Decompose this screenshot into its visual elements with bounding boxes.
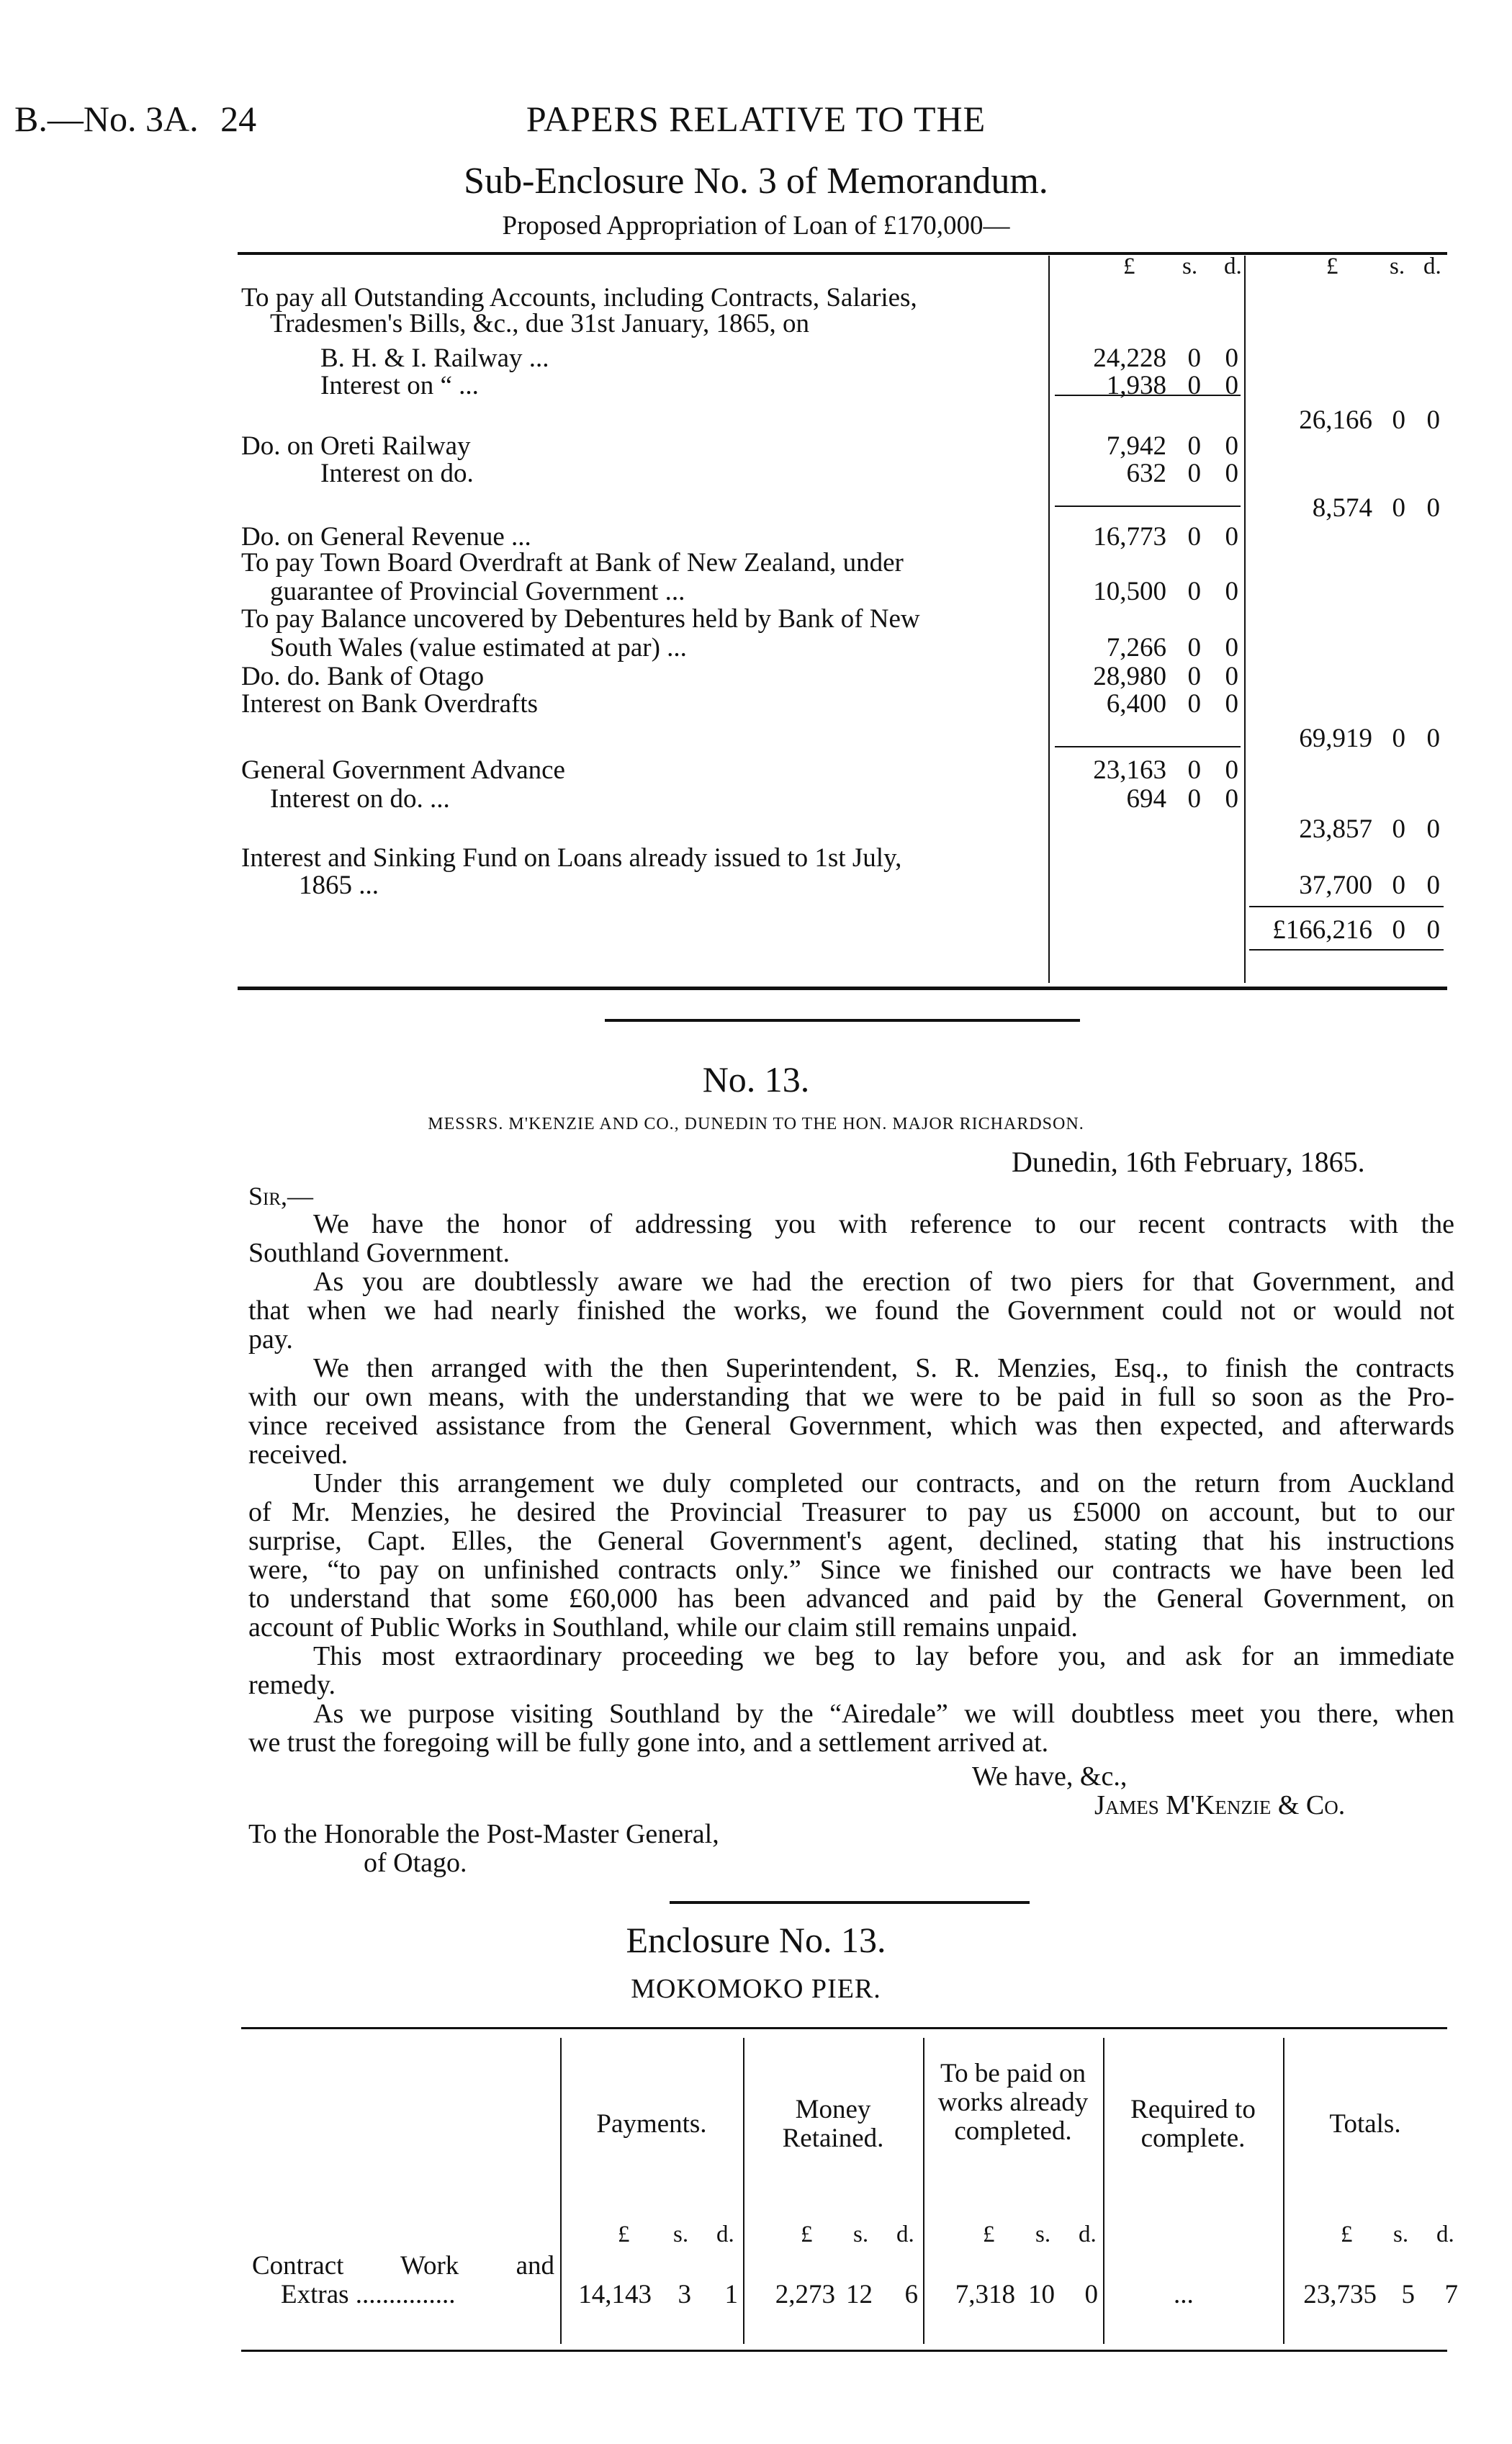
pier-col-divider xyxy=(1103,2038,1104,2344)
letter-line: Southland Government. xyxy=(248,1238,510,1268)
addressee-line-1: To the Honorable the Post-Master General, xyxy=(248,1819,719,1849)
amount-pence: 0 xyxy=(1225,689,1238,719)
col-header-pound: £ xyxy=(1123,253,1135,279)
pier-to_be_paid-pence: 0 xyxy=(1084,2280,1098,2309)
pier-row-label-2: Extras ............... xyxy=(281,2280,456,2309)
total-shillings: 0 xyxy=(1392,915,1405,945)
amount-pence: 0 xyxy=(1225,784,1238,814)
letter-line: vince received assistance from the General Government, which was then expected, and afterwards xyxy=(248,1411,1454,1441)
grand-total-rule-top xyxy=(1249,906,1444,907)
pier-col-divider xyxy=(923,2038,924,2344)
letter-line: remedy. xyxy=(248,1670,336,1700)
col-header-shillings: s. xyxy=(1182,253,1198,279)
pier-totals-pence: 7 xyxy=(1444,2280,1458,2309)
pier-row-label-1: Contract Work and xyxy=(252,2251,554,2281)
amount-pence: 0 xyxy=(1225,431,1238,461)
pier-totals-pounds: 23,735 xyxy=(1303,2280,1377,2309)
letter-subtitle: MESSRS. M'KENZIE AND CO., DUNEDIN TO THE HON. MAJOR RICHARDSON. xyxy=(428,1115,1084,1133)
pier-header-0: Payments. xyxy=(596,2109,707,2139)
letter-line: As we purpose visiting Southland by the “Airedale” we will doubtless meet you there, when xyxy=(313,1699,1454,1729)
pier-col-divider xyxy=(1283,2038,1284,2344)
letter-salutation: Sir,— xyxy=(248,1182,314,1210)
amount-pence: 0 xyxy=(1225,662,1238,691)
pier-payments-shillings: 3 xyxy=(678,2280,691,2309)
col-divider-1 xyxy=(1048,256,1050,983)
pier-col-divider xyxy=(560,2038,562,2344)
addressee-line-2: of Otago. xyxy=(364,1848,467,1878)
total-pounds: 26,166 xyxy=(1299,405,1372,435)
pier-header-4: Totals. xyxy=(1329,2109,1401,2139)
unit-pence: d. xyxy=(716,2221,734,2247)
appropriation-row-label: B. H. & I. Railway ... xyxy=(320,343,549,373)
pier-table-bottom-rule xyxy=(241,2350,1447,2352)
unit-pence: d. xyxy=(896,2221,914,2247)
pier-totals-shillings: 5 xyxy=(1401,2280,1415,2309)
unit-pound: £ xyxy=(1341,2221,1353,2247)
letter-dateline: Dunedin, 16th February, 1865. xyxy=(1012,1146,1365,1178)
amount-pounds: 632 xyxy=(1126,459,1166,488)
amount-shillings: 0 xyxy=(1187,459,1201,488)
amount-pounds: 694 xyxy=(1126,784,1166,814)
appropriation-row-label: To pay Town Board Overdraft at Bank of New Zealand, under xyxy=(241,548,904,578)
letter-line: Under this arrangement we duly completed our contracts, and on the return from Auckland xyxy=(313,1468,1454,1499)
appropriation-row-label: Do. on Oreti Railway xyxy=(241,431,471,461)
appropriation-row-label: 1865 ... xyxy=(299,871,379,900)
appropriation-row-label: Do. on General Revenue ... xyxy=(241,522,531,552)
amount-shillings: 0 xyxy=(1187,662,1201,691)
top-rule xyxy=(238,252,1447,255)
amount-pence: 0 xyxy=(1225,755,1238,785)
col-header-shillings-total: s. xyxy=(1390,253,1405,279)
pier-header-2: To be paid on works already completed. xyxy=(937,2059,1089,2146)
appropriation-row-label: guarantee of Provincial Government ... xyxy=(270,577,685,606)
amount-shillings: 0 xyxy=(1187,577,1201,606)
amount-shillings: 0 xyxy=(1187,431,1201,461)
table-bottom-rule xyxy=(238,987,1447,990)
total-pence: 0 xyxy=(1426,724,1440,753)
pier-to_be_paid-pounds: 7,318 xyxy=(955,2280,1015,2309)
pier-header-1: Money Retained. xyxy=(782,2095,884,2153)
amount-pounds: 16,773 xyxy=(1093,522,1166,552)
letter-line: account of Public Works in Southland, while our claim still remains unpaid. xyxy=(248,1612,1078,1643)
letter-signature: James M'Kenzie & Co. xyxy=(1094,1790,1346,1820)
grand-total-pounds: £166,216 xyxy=(1272,915,1372,945)
letter-line: We have the honor of addressing you with reference to our recent contracts with the xyxy=(313,1209,1454,1239)
pier-retained-pence: 6 xyxy=(904,2280,918,2309)
subtotal-rule xyxy=(1055,746,1241,747)
amount-shillings: 0 xyxy=(1187,371,1201,400)
pier-to_be_paid-shillings: 10 xyxy=(1028,2280,1055,2309)
unit-pence: d. xyxy=(1079,2221,1097,2247)
total-pence: 0 xyxy=(1426,814,1440,844)
unit-pence: d. xyxy=(1436,2221,1454,2247)
unit-shillings: s. xyxy=(673,2221,689,2247)
pier-payments-pence: 1 xyxy=(724,2280,738,2309)
appropriation-row-label: Interest on do. xyxy=(320,459,474,488)
amount-pence: 0 xyxy=(1225,343,1238,373)
appropriation-row-label: To pay Balance uncovered by Debentures held by Bank of New xyxy=(241,604,920,634)
total-pounds: 23,857 xyxy=(1299,814,1372,844)
amount-pounds: 6,400 xyxy=(1106,689,1166,719)
appropriation-row-label: Interest on Bank Overdrafts xyxy=(241,689,539,719)
appropriation-row-label: Interest on do. ... xyxy=(270,784,450,814)
amount-pence: 0 xyxy=(1225,633,1238,662)
amount-pounds: 1,938 xyxy=(1106,371,1166,400)
total-pence: 0 xyxy=(1426,405,1440,435)
total-shillings: 0 xyxy=(1392,871,1405,900)
pier-retained-shillings: 12 xyxy=(846,2280,873,2309)
total-pence: 0 xyxy=(1426,871,1440,900)
amount-shillings: 0 xyxy=(1187,755,1201,785)
appropriation-row-label: Tradesmen's Bills, &c., due 31st January, 1865, on xyxy=(270,309,810,338)
pier-required-value: ... xyxy=(1174,2280,1194,2309)
letter-closing: We have, &c., xyxy=(972,1761,1128,1792)
unit-shillings: s. xyxy=(853,2221,869,2247)
appropriation-row-label: General Government Advance xyxy=(241,755,565,785)
enclosure-subtitle: MOKOMOKO PIER. xyxy=(631,1974,881,2004)
total-pence: 0 xyxy=(1426,915,1440,945)
pier-payments-pounds: 14,143 xyxy=(578,2280,652,2309)
pier-retained-pounds: 2,273 xyxy=(775,2280,835,2309)
amount-pounds: 7,942 xyxy=(1106,431,1166,461)
pier-header-3: Required to complete. xyxy=(1130,2095,1256,2153)
unit-shillings: s. xyxy=(1035,2221,1051,2247)
unit-pound: £ xyxy=(983,2221,995,2247)
amount-pounds: 23,163 xyxy=(1093,755,1166,785)
grand-total-rule-bottom xyxy=(1249,949,1444,951)
total-shillings: 0 xyxy=(1392,405,1405,435)
total-pence: 0 xyxy=(1426,493,1440,523)
amount-pounds: 24,228 xyxy=(1093,343,1166,373)
sub-enclosure-title: Sub-Enclosure No. 3 of Memorandum. xyxy=(464,161,1048,202)
amount-shillings: 0 xyxy=(1187,343,1201,373)
col-header-pound-total: £ xyxy=(1326,253,1338,279)
doc-ref: B.—No. 3A. xyxy=(14,99,199,139)
total-pounds: 37,700 xyxy=(1299,871,1372,900)
appropriation-row-label: Do. do. Bank of Otago xyxy=(241,662,485,691)
col-header-pence-total: d. xyxy=(1423,253,1441,279)
amount-pence: 0 xyxy=(1225,371,1238,400)
unit-pound: £ xyxy=(618,2221,630,2247)
page-number: 24 xyxy=(220,99,257,139)
amount-shillings: 0 xyxy=(1187,689,1201,719)
letter-number: No. 13. xyxy=(702,1059,810,1100)
appropriation-row-label: South Wales (value estimated at par) ... xyxy=(270,633,687,662)
letter-line: were, “to pay on unfinished contracts only.” Since we finished our contracts we have been led xyxy=(248,1555,1454,1585)
pier-col-divider xyxy=(743,2038,744,2344)
amount-pence: 0 xyxy=(1225,522,1238,552)
col-divider-2 xyxy=(1244,256,1246,983)
total-shillings: 0 xyxy=(1392,493,1405,523)
amount-shillings: 0 xyxy=(1187,784,1201,814)
amount-pence: 0 xyxy=(1225,577,1238,606)
total-shillings: 0 xyxy=(1392,814,1405,844)
section-rule xyxy=(605,1019,1080,1022)
amount-pounds: 10,500 xyxy=(1093,577,1166,606)
enclosure-rule xyxy=(670,1901,1030,1904)
letter-line: pay. xyxy=(248,1324,293,1354)
unit-pound: £ xyxy=(801,2221,813,2247)
amount-shillings: 0 xyxy=(1187,522,1201,552)
pier-table-top-rule xyxy=(241,2027,1447,2029)
letter-line: As you are doubtlessly aware we had the erection of two piers for that Government, and xyxy=(313,1267,1454,1297)
letter-line: with our own means, with the understanding that we were to be paid in full so soon as the Pro- xyxy=(248,1382,1454,1412)
appropriation-row-label: To pay all Outstanding Accounts, including Contracts, Salaries, xyxy=(241,283,917,313)
letter-line: we trust the foregoing will be fully gone into, and a settlement arrived at. xyxy=(248,1728,1049,1758)
col-header-pence: d. xyxy=(1224,253,1242,279)
sub-enclosure-subtitle: Proposed Appropriation of Loan of £170,000— xyxy=(502,211,1010,241)
enclosure-title: Enclosure No. 13. xyxy=(626,1920,886,1960)
total-pounds: 69,919 xyxy=(1299,724,1372,753)
amount-shillings: 0 xyxy=(1187,633,1201,662)
appropriation-row-label: Interest on “ ... xyxy=(320,371,479,400)
letter-line: We then arranged with the then Superintendent, S. R. Menzies, Esq., to finish the contracts xyxy=(313,1353,1454,1383)
amount-pence: 0 xyxy=(1225,459,1238,488)
letter-line: received. xyxy=(248,1439,348,1470)
letter-line: of Mr. Menzies, he desired the Provincial Treasurer to pay us £5000 on account, but to our xyxy=(248,1497,1454,1527)
total-shillings: 0 xyxy=(1392,724,1405,753)
letter-line: surprise, Capt. Elles, the General Government's agent, declined, stating that his instructions xyxy=(248,1526,1454,1556)
amount-pounds: 7,266 xyxy=(1106,633,1166,662)
amount-pounds: 28,980 xyxy=(1093,662,1166,691)
letter-line: that when we had nearly finished the works, we found the Government could not or would not xyxy=(248,1295,1454,1326)
total-pounds: 8,574 xyxy=(1312,493,1372,523)
page-title: PAPERS RELATIVE TO THE xyxy=(526,99,986,139)
appropriation-row-label: Interest and Sinking Fund on Loans already issued to 1st July, xyxy=(241,843,902,873)
unit-shillings: s. xyxy=(1393,2221,1409,2247)
letter-line: to understand that some £60,000 has been advanced and paid by the General Government, on xyxy=(248,1583,1454,1614)
letter-line: This most extraordinary proceeding we beg to lay before you, and ask for an immediate xyxy=(313,1641,1454,1671)
subtotal-rule xyxy=(1055,506,1241,507)
